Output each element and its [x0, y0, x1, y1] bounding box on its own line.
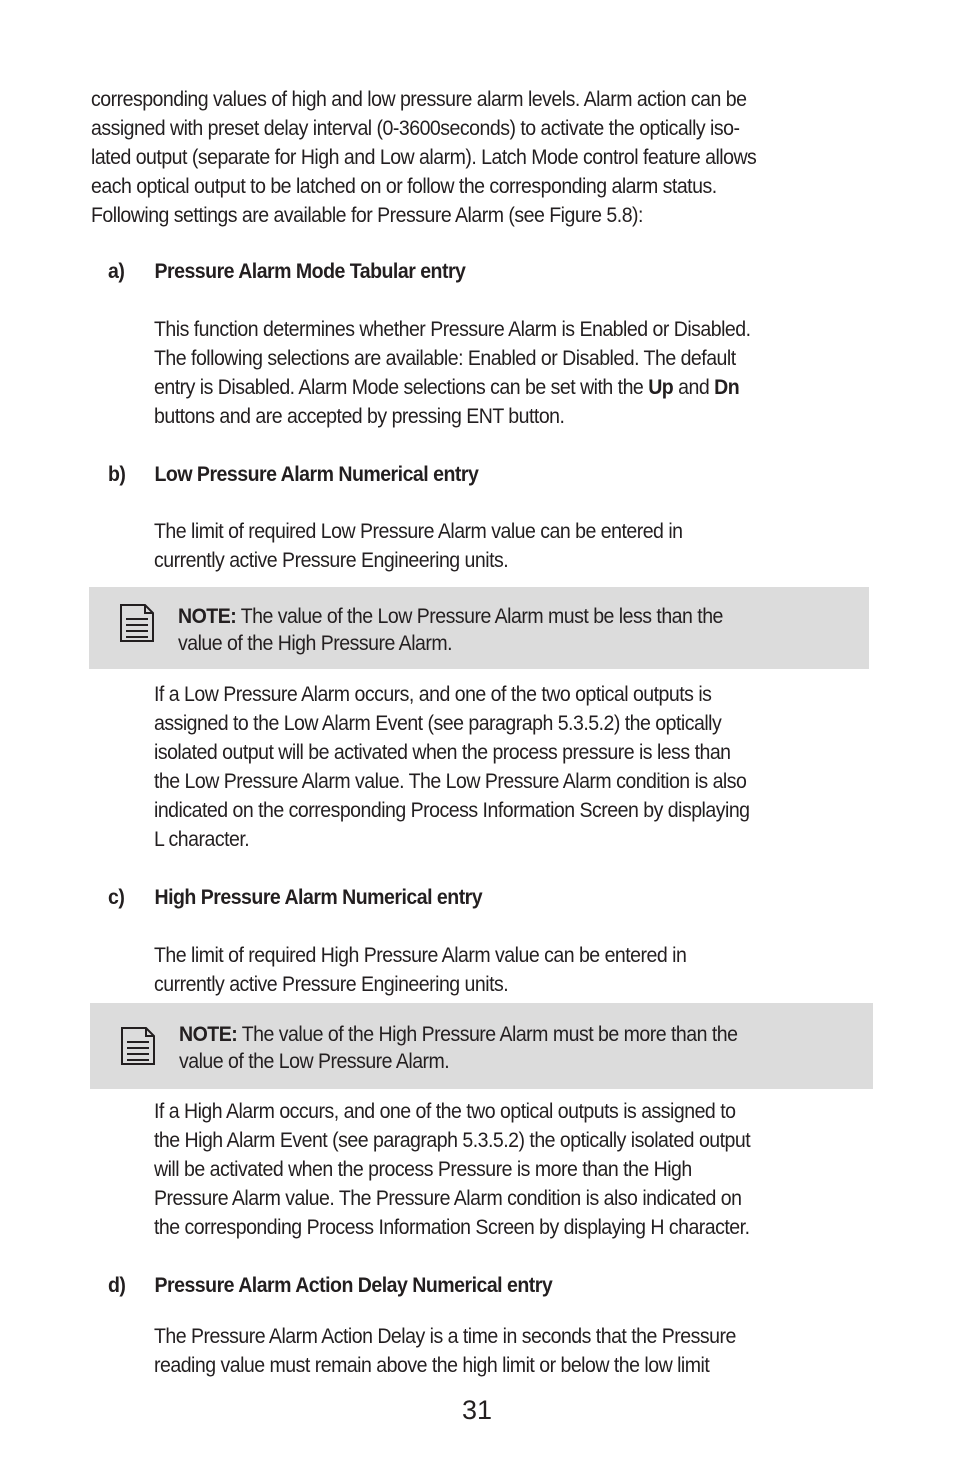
intro-paragraph	[91, 85, 835, 230]
body-line: the corresponding Process Information Screen by displaying H character.	[154, 1216, 750, 1239]
body-line: the High Alarm Event (see paragraph 5.3.5.2) the optically isolated output	[154, 1129, 751, 1152]
intro-line: corresponding values of high and low pressure alarm levels. Alarm action can be	[91, 88, 747, 111]
body-line: The Pressure Alarm Action Delay is a time in seconds that the Pressure	[154, 1325, 736, 1348]
section-b-heading	[108, 460, 478, 489]
body-line: The following selections are available: Enabled or Disabled. The default	[154, 347, 736, 370]
body-line: If a High Alarm occurs, and one of the two optical outputs is assigned to	[154, 1100, 736, 1123]
body-line: The limit of required High Pressure Alarm value can be entered in	[154, 944, 687, 967]
section-c-body	[154, 941, 861, 999]
up-button-label: Up	[648, 376, 674, 399]
body-line: assigned to the Low Alarm Event (see paragraph 5.3.5.2) the optically	[154, 712, 722, 735]
body-line: currently active Pressure Engineering units.	[154, 549, 509, 572]
note-box-high	[90, 1003, 873, 1089]
section-a-title: Pressure Alarm Mode Tabular entry	[154, 260, 466, 283]
page-number: 31	[461, 1395, 493, 1425]
section-b-after	[154, 680, 861, 854]
body-line: indicated on the corresponding Process Information Screen by displaying	[154, 799, 750, 822]
intro-line: Following settings are available for Pressure Alarm (see Figure 5.8):	[91, 204, 643, 227]
section-d-heading	[108, 1271, 552, 1300]
note-document-icon	[120, 1026, 156, 1066]
intro-line: assigned with preset delay interval (0-3600seconds) to activate the optically iso-	[91, 117, 740, 140]
body-line: isolated output will be activated when the process pressure is less than	[154, 741, 731, 764]
section-c-title: High Pressure Alarm Numerical entry	[154, 886, 483, 909]
dn-button-label: Dn	[714, 376, 740, 399]
note-line: value of the High Pressure Alarm.	[178, 632, 453, 655]
body-line	[154, 373, 861, 402]
section-c-after	[154, 1097, 861, 1242]
body-line: Pressure Alarm value. The Pressure Alarm condition is also indicated on	[154, 1187, 742, 1210]
note-label: NOTE:	[178, 605, 237, 628]
note-line: The value of the Low Pressure Alarm must be less than the	[236, 605, 723, 628]
body-line: reading value must remain above the high limit or below the low limit	[154, 1354, 710, 1377]
note-box-low	[89, 587, 869, 669]
body-text: and	[673, 376, 715, 399]
section-a-body	[154, 315, 861, 431]
body-line: will be activated when the process Pressure is more than the High	[154, 1158, 692, 1181]
body-line: If a Low Pressure Alarm occurs, and one of the two optical outputs is	[154, 683, 712, 706]
body-line: currently active Pressure Engineering units.	[154, 973, 509, 996]
note-document-icon	[119, 603, 155, 643]
section-d-body	[154, 1322, 861, 1380]
body-line: This function determines whether Pressure Alarm is Enabled or Disabled.	[154, 318, 751, 341]
body-line: buttons and are accepted by pressing ENT button.	[154, 405, 565, 428]
body-line: the Low Pressure Alarm value. The Low Pressure Alarm condition is also	[154, 770, 747, 793]
note-line: The value of the High Pressure Alarm must be more than the	[237, 1023, 738, 1046]
section-b-letter: b)	[108, 463, 126, 486]
body-text: entry is Disabled. Alarm Mode selections can be set with the	[154, 376, 649, 399]
body-line: L character.	[154, 828, 250, 851]
note-text	[178, 603, 723, 657]
body-line: The limit of required Low Pressure Alarm value can be entered in	[154, 520, 683, 543]
note-line: value of the Low Pressure Alarm.	[179, 1050, 450, 1073]
intro-line: lated output (separate for High and Low alarm). Latch Mode control feature allows	[91, 146, 757, 169]
section-a-heading	[108, 257, 465, 286]
section-b-title: Low Pressure Alarm Numerical entry	[154, 463, 479, 486]
section-d-letter: d)	[108, 1274, 126, 1297]
section-c-heading	[108, 883, 482, 912]
note-text	[179, 1021, 738, 1075]
section-b-body	[154, 517, 861, 575]
note-label: NOTE:	[179, 1023, 238, 1046]
section-a-letter: a)	[108, 260, 125, 283]
section-d-title: Pressure Alarm Action Delay Numerical entry	[154, 1274, 553, 1297]
section-c-letter: c)	[108, 886, 125, 909]
intro-line: each optical output to be latched on or follow the corresponding alarm status.	[91, 175, 717, 198]
